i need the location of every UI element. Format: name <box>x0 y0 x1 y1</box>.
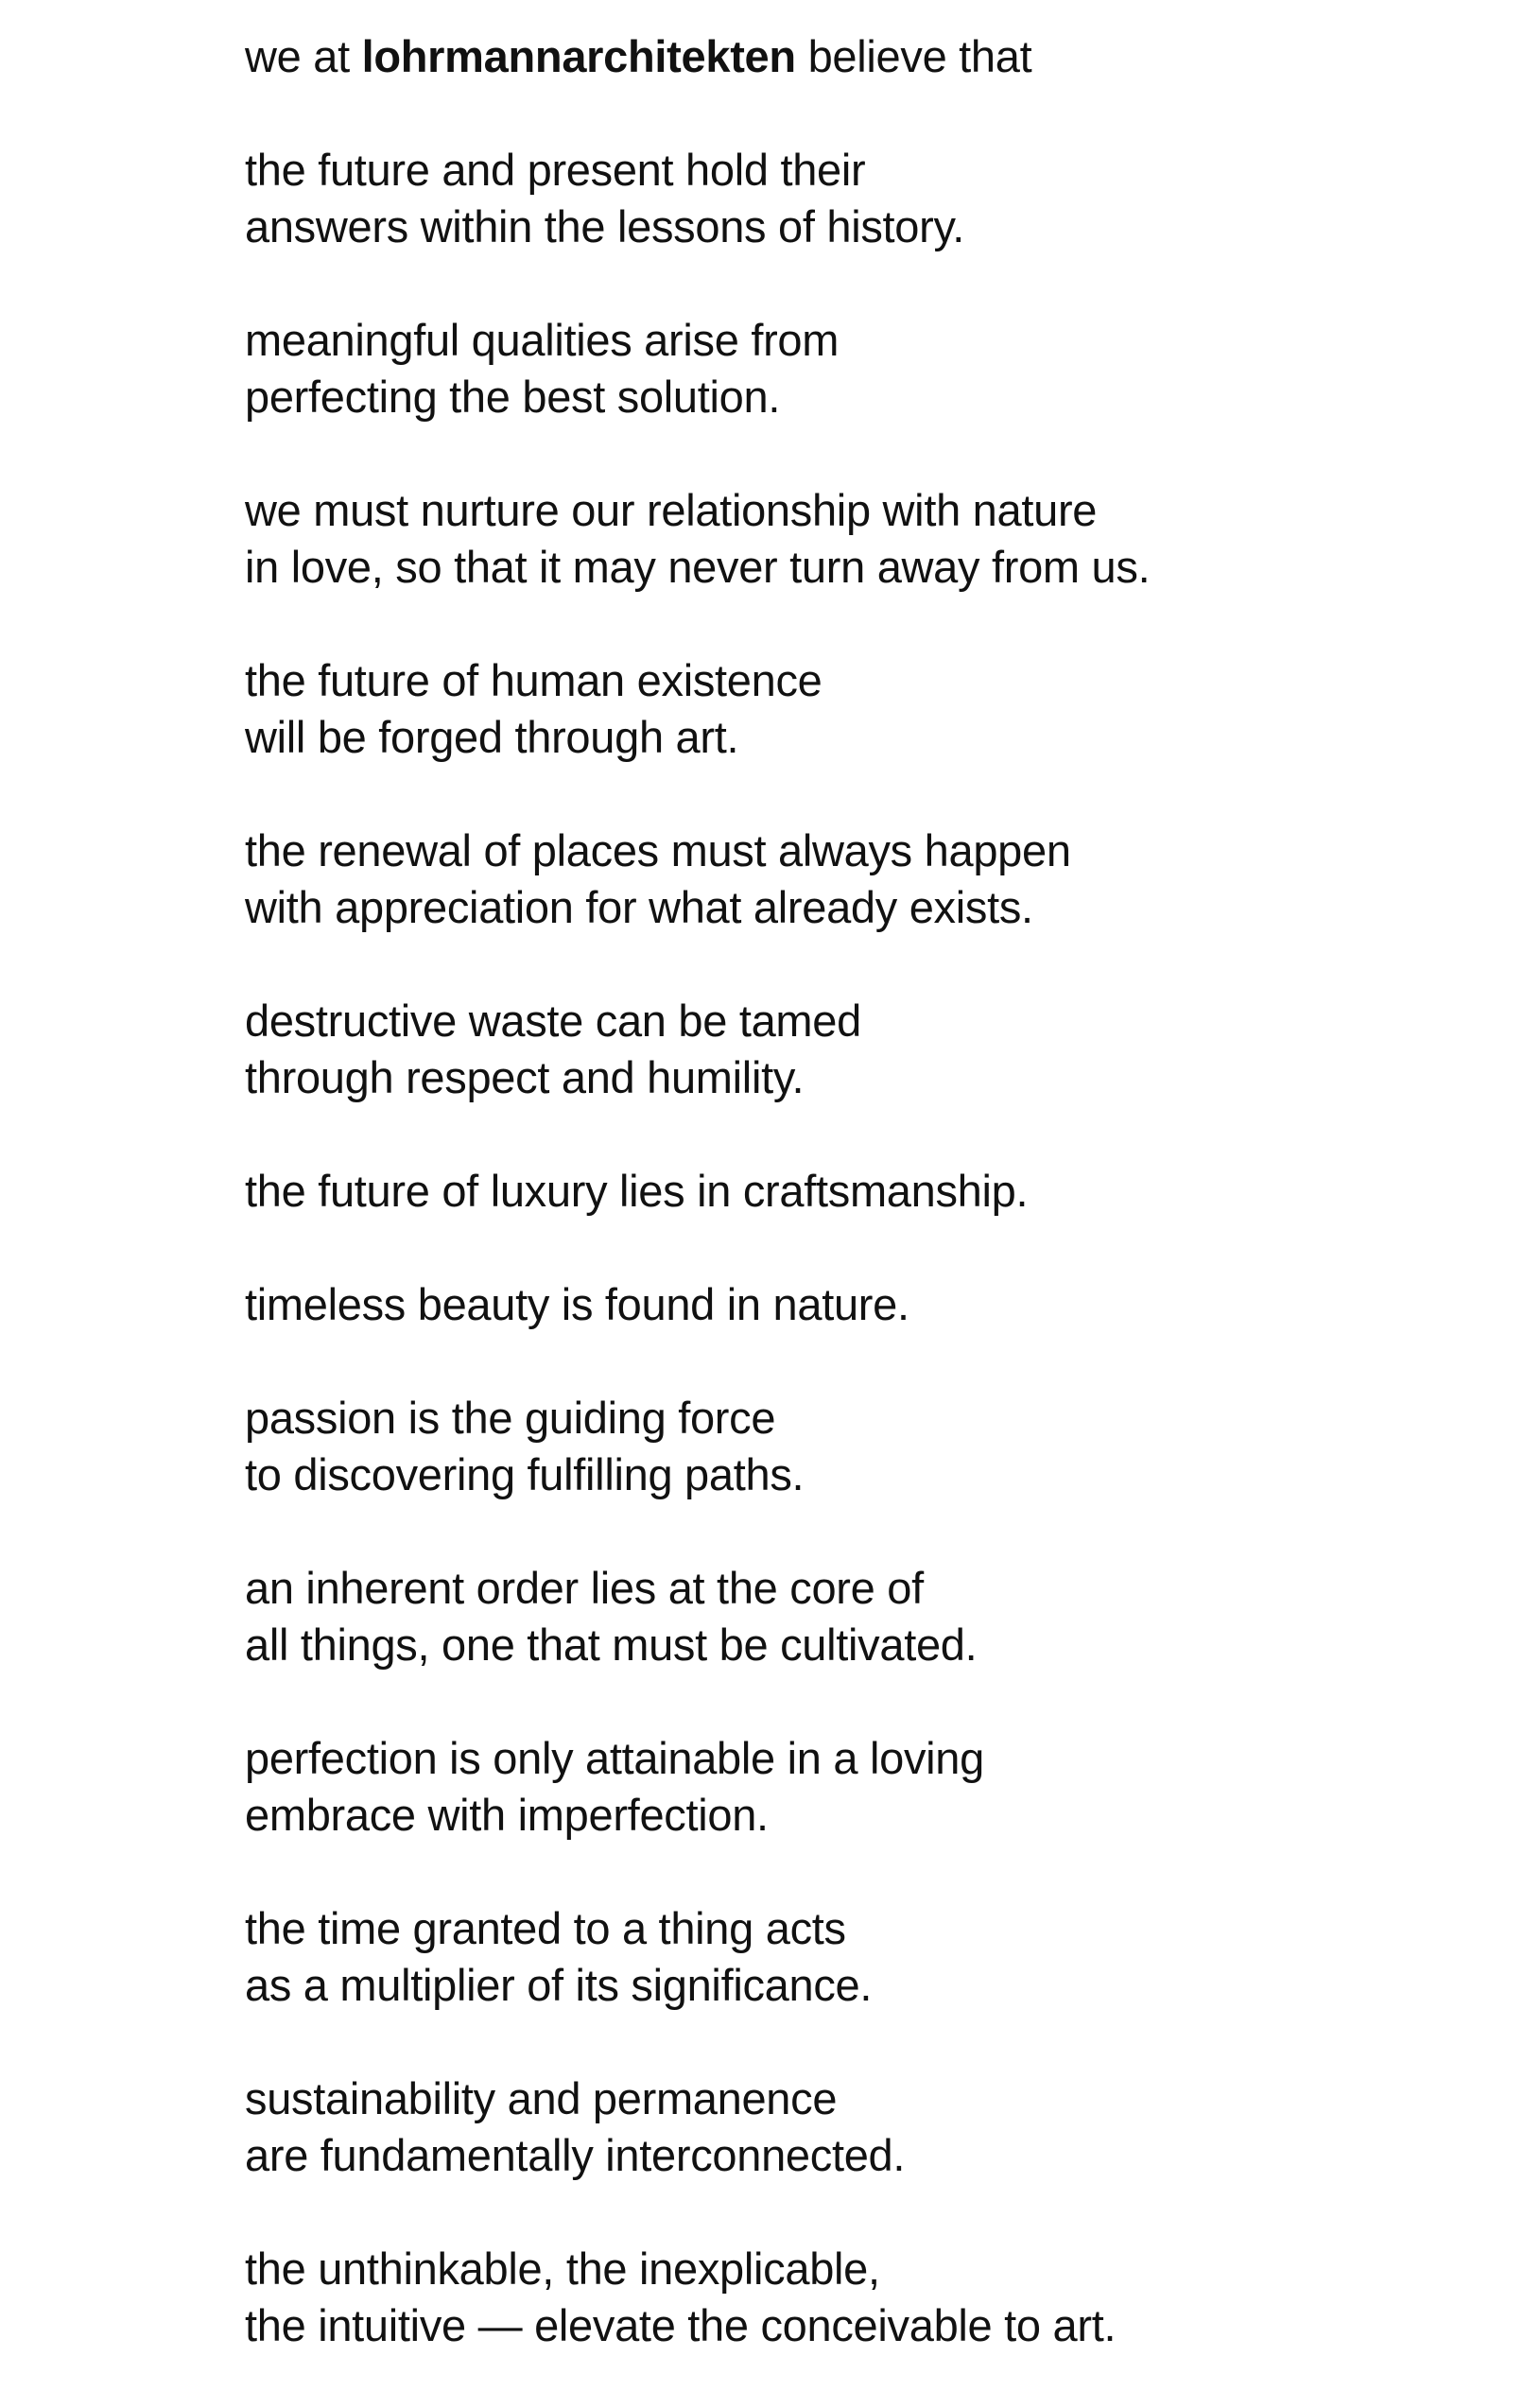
belief-line: in love, so that it may never turn away from us. <box>245 542 1151 592</box>
belief-stanza <box>245 312 1474 425</box>
belief-stanza <box>245 1163 1474 1220</box>
belief-line: embrace with imperfection. <box>245 1790 769 1840</box>
belief-line: the unthinkable, the inexplicable, <box>245 2243 880 2294</box>
belief-line: are fundamentally interconnected. <box>245 2130 906 2180</box>
belief-stanza <box>245 1560 1474 1673</box>
belief-stanza <box>245 2241 1474 2354</box>
belief-line: the future of luxury lies in craftsmanship. <box>245 1166 1029 1216</box>
intro-line <box>245 28 1474 85</box>
belief-stanza <box>245 652 1474 766</box>
belief-line: meaningful qualities arise from <box>245 315 840 365</box>
belief-line: the future of human existence <box>245 655 823 705</box>
manifesto <box>245 28 1474 2354</box>
belief-line: will be forged through art. <box>245 712 739 762</box>
belief-line: destructive waste can be tamed <box>245 996 861 1046</box>
belief-line: to discovering fulfilling paths. <box>245 1449 805 1499</box>
belief-stanza <box>245 1276 1474 1333</box>
belief-line: perfecting the best solution. <box>245 372 781 422</box>
belief-line: sustainability and permanence <box>245 2073 838 2123</box>
belief-line: through respect and humility. <box>245 1052 805 1102</box>
belief-line: answers within the lessons of history. <box>245 201 964 251</box>
belief-stanza <box>245 993 1474 1106</box>
belief-stanza <box>245 1900 1474 2014</box>
belief-line: an inherent order lies at the core of <box>245 1563 924 1613</box>
belief-stanza <box>245 482 1474 596</box>
belief-line: perfection is only attainable in a loving <box>245 1733 984 1783</box>
belief-line: the intuitive — elevate the conceivable to art. <box>245 2300 1117 2350</box>
belief-line: the future and present hold their <box>245 145 866 195</box>
belief-line: all things, one that must be cultivated. <box>245 1620 978 1670</box>
belief-stanza <box>245 823 1474 936</box>
belief-stanza <box>245 1730 1474 1844</box>
belief-stanza <box>245 2070 1474 2184</box>
belief-line: the time granted to a thing acts <box>245 1903 846 1953</box>
belief-line: with appreciation for what already exists. <box>245 882 1033 932</box>
belief-line: passion is the guiding force <box>245 1393 776 1443</box>
belief-line: as a multiplier of its significance. <box>245 1960 873 2010</box>
brand-name: lohrmannarchitekten <box>361 31 796 81</box>
belief-line: timeless beauty is found in nature. <box>245 1279 909 1329</box>
intro-prefix: we at <box>245 31 350 81</box>
belief-stanza <box>245 1390 1474 1503</box>
intro-suffix: believe that <box>807 31 1032 81</box>
belief-stanza <box>245 142 1474 255</box>
belief-line: the renewal of places must always happen <box>245 825 1071 875</box>
belief-line: we must nurture our relationship with nature <box>245 485 1098 535</box>
